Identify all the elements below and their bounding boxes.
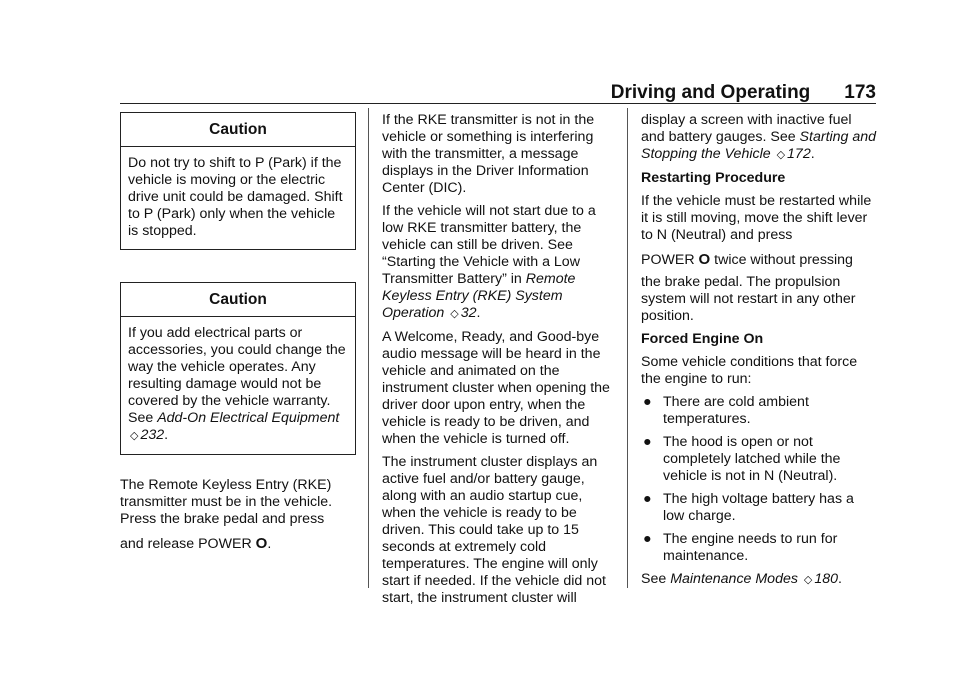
paragraph: If the RKE transmitter is not in the vehicle or something is interfering with the transmitter, a message displays in the Driver Information Center (DIC). — [382, 112, 595, 196]
header-rule — [120, 103, 876, 104]
page-ref[interactable]: 32 — [460, 305, 477, 321]
text: If the vehicle must be restarted while it is still moving, move the shift lever to N (Neutral) and press — [641, 193, 872, 243]
punctuation: . — [810, 146, 815, 162]
list-item — [641, 531, 877, 565]
list-item — [641, 434, 877, 485]
list-item-text: The hood is open or not completely latched while the vehicle is not in N (Neutral). — [663, 434, 841, 484]
text-line: The Remote Keyless Entry (RKE) — [120, 477, 332, 493]
punctuation: . — [164, 427, 169, 443]
paragraph — [382, 203, 618, 323]
paragraph — [641, 571, 877, 589]
bullet-icon: ● — [643, 394, 652, 410]
page-ref[interactable]: 232 — [140, 427, 165, 443]
rke-paragraph — [120, 477, 356, 556]
text: POWER — [641, 252, 699, 268]
power-button-icon: O — [698, 251, 711, 268]
paragraph: Some vehicle conditions that force the engine to run: — [641, 354, 858, 387]
text-line: transmitter must be in the vehicle. — [120, 494, 333, 510]
caution-text: If you add electrical parts or accessories, you could change the way the vehicle operates. Any resulting damage would not be covered by the vehicle warranty. See — [128, 325, 346, 426]
link-maintenance-modes[interactable]: Maintenance Modes — [670, 571, 798, 587]
text-line — [120, 532, 356, 556]
bullet-icon: ● — [643, 491, 652, 507]
caution-body: Do not try to shift to P (Park) if the vehicle is moving or the electric drive unit could be damaged. Shift to P (Park) only when the vehicle is stopped. — [128, 155, 343, 239]
paragraph: A Welcome, Ready, and Good-bye audio message will be heard in the vehicle and animated on the instrument cluster when opening the driver door upon entry, when the vehicle is ready to be driven, and when the vehicle is turned off. — [382, 329, 610, 447]
list-item-text: The engine needs to run for maintenance. — [663, 531, 838, 564]
list-item — [641, 394, 877, 428]
page-reference-arrow-icon: ◇ — [130, 430, 139, 442]
caution-box-park — [120, 112, 356, 250]
bullet-icon: ● — [643, 434, 652, 450]
column-divider-1 — [368, 108, 369, 588]
bullet-icon: ● — [643, 531, 652, 547]
punctuation: . — [838, 571, 842, 587]
caution-body — [121, 317, 355, 454]
column-3 — [641, 112, 877, 595]
caution-title: Caution — [121, 113, 355, 147]
punctuation: . — [476, 305, 481, 321]
link-rke-system-operation[interactable]: Remote Keyless Entry (RKE) System Operation — [382, 271, 576, 321]
text: and release POWER — [120, 536, 256, 552]
list-item-text: The high voltage battery has a low charge. — [663, 491, 854, 524]
page-ref[interactable]: 180 — [814, 571, 839, 587]
text: twice without pressing — [710, 252, 853, 268]
link-starting-and-stopping[interactable]: Starting and Stopping the Vehicle — [641, 129, 877, 162]
bullet-list — [641, 394, 877, 565]
page-reference-arrow-icon: ◇ — [803, 574, 813, 586]
text: display a screen with inactive fuel and battery gauges. See — [641, 112, 852, 145]
text-line: Press the brake pedal and press — [120, 511, 325, 527]
subheading-forced-engine-on: Forced Engine On — [641, 331, 764, 347]
power-button-icon: O — [255, 535, 268, 552]
section-title: Driving and Operating — [610, 82, 811, 103]
caution-box-electrical — [120, 282, 356, 455]
column-divider-2 — [627, 108, 628, 588]
paragraph: The instrument cluster displays an active fuel and/or battery gauge, along with an audio startup cue, when the vehicle is ready to be driven. This could take up to 15 seconds at extremely cold temperatures. The engine will only start if needed. If the vehicle did not start, the instrument cluster will — [382, 454, 606, 606]
page-reference-arrow-icon: ◇ — [450, 308, 459, 320]
link-add-on-electrical-equipment[interactable]: Add-On Electrical Equipment — [157, 410, 340, 426]
subheading-restarting: Restarting Procedure — [641, 170, 786, 186]
column-2 — [382, 112, 618, 613]
page-ref[interactable]: 172 — [787, 146, 811, 162]
text: If the vehicle will not start due to a low RKE transmitter battery, the vehicle can still be driven. See “Starting the Vehicle with a Low Transmitter Battery” in — [382, 203, 596, 287]
text: the brake pedal. The propulsion system will not restart in any other position. — [641, 274, 856, 324]
list-item — [641, 491, 877, 525]
caution-title: Caution — [121, 283, 355, 317]
page-number: 173 — [844, 82, 876, 103]
page-reference-arrow-icon: ◇ — [776, 149, 786, 161]
page-header — [120, 82, 876, 104]
list-item-text: There are cold ambient temperatures. — [663, 394, 809, 427]
text: See — [641, 571, 671, 587]
column-1 — [120, 112, 356, 558]
text-line — [641, 248, 877, 272]
paragraph — [641, 193, 877, 325]
paragraph — [641, 112, 877, 164]
punctuation: . — [267, 536, 272, 552]
